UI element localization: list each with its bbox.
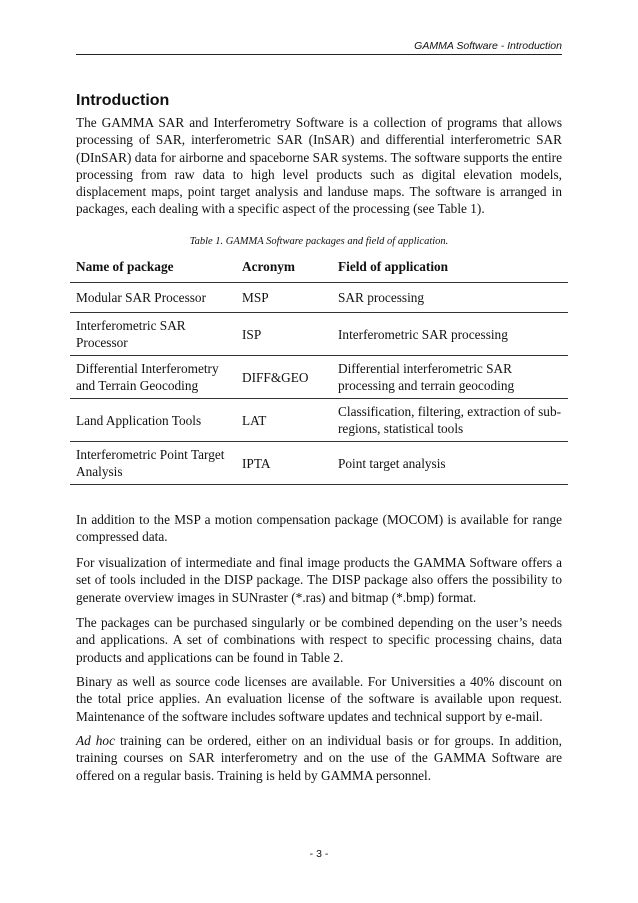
disp-paragraph: For visualization of intermediate and final image products the GAMMA Software offers a set of tools included in the DISP package. The DISP package also offers the possibility to generate overview images in SUNraster (*.ras) and bitmap (*.bmp) format. [76, 555, 562, 605]
cell-field: Point target analysis [332, 442, 568, 485]
cell-package-name: Differential Interferometry and Terrain Geocoding [70, 356, 236, 399]
cell-package-name: Interferometric SAR Processor [70, 313, 236, 356]
table-row [70, 399, 568, 442]
cell-package-name: Modular SAR Processor [70, 283, 236, 313]
cell-package-name: Land Application Tools [70, 399, 236, 442]
mocom-paragraph: In addition to the MSP a motion compensation package (MOCOM) is available for range compressed data. [76, 512, 562, 545]
table-row [70, 313, 568, 356]
packages-paragraph: The packages can be purchased singularly or be combined depending on the user’s needs and applications. A set of combinations with respect to specific processing chains, data products and applications can be found in Table 2. [76, 615, 562, 665]
table-header-row [70, 251, 568, 283]
training-text: training can be ordered, either on an individual basis or for groups. In addition, training courses on SAR interferometry and on the use of the GAMMA Software are offered on a regular basis. Training is held by GAMMA personnel. [76, 733, 563, 783]
cell-acronym: MSP [236, 283, 332, 313]
running-header-text: GAMMA Software - Introduction [414, 40, 562, 52]
cell-field: Interferometric SAR processing [332, 313, 568, 356]
cell-field: Differential interferometric SAR processing and terrain geocoding [332, 356, 568, 399]
cell-acronym: LAT [236, 399, 332, 442]
cell-field: Classification, filtering, extraction of sub-regions, statistical tools [332, 399, 568, 442]
table-row [70, 442, 568, 485]
header-name-of-package: Name of package [70, 251, 236, 283]
intro-paragraph: The GAMMA SAR and Interferometry Software is a collection of programs that allows processing of SAR, interferometric SAR (InSAR) and differential interferometric SAR (DInSAR) data for airborne and spaceborne SAR systems. The software supports the entire processing from raw data to high level products such as digital elevation models, displacement maps, point target analysis and landuse maps. The software is arranged in packages, each dealing with a specific aspect of the processing (see Table 1). [76, 115, 562, 217]
cell-acronym: ISP [236, 313, 332, 356]
cell-package-name: Interferometric Point Target Analysis [70, 442, 236, 485]
cell-acronym: IPTA [236, 442, 332, 485]
header-field-of-application: Field of application [332, 251, 568, 283]
table-caption: Table 1. GAMMA Software packages and field of application. [189, 236, 449, 247]
cell-acronym: DIFF&GEO [236, 356, 332, 399]
cell-field: SAR processing [332, 283, 568, 313]
table-row [70, 283, 568, 313]
header-acronym: Acronym [236, 251, 332, 283]
section-title: Introduction [76, 92, 170, 109]
running-header [76, 40, 562, 55]
licenses-paragraph: Binary as well as source code licenses are available. For Universities a 40% discount on the total price applies. An evaluation license of the software is available upon request. Maintenance of the software includes software updates and technical support by e-mail. [76, 674, 562, 724]
packages-table [70, 251, 568, 485]
page-number: - 3 - [309, 848, 329, 860]
training-paragraph [76, 732, 562, 784]
table-row [70, 356, 568, 399]
training-ad-hoc: Ad hoc [76, 733, 115, 748]
